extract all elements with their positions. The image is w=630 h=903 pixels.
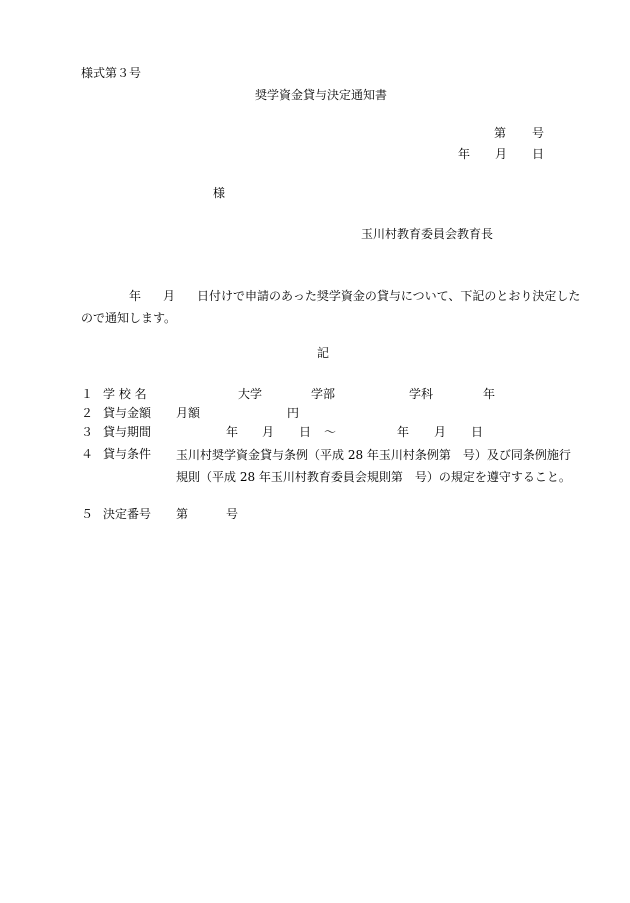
period-start-month: 月 — [262, 425, 275, 439]
body-month: 月 — [163, 289, 176, 303]
recipient-suffix: 様 — [213, 186, 226, 200]
date-year: 年 — [458, 147, 471, 161]
ki-heading: 記 — [317, 346, 330, 360]
monthly-label: 月額 — [176, 406, 201, 420]
decision-prefix: 第 — [176, 507, 189, 521]
yen-label: 円 — [287, 406, 300, 420]
doc-number-suffix: 号 — [532, 126, 545, 140]
decision-suffix: 号 — [226, 507, 239, 521]
sender-name: 玉川村教育委員会教育長 — [361, 227, 494, 241]
item-2-label: 貸与金額 — [103, 406, 152, 420]
item-4-number: ４ — [81, 447, 94, 461]
item-1-number: １ — [81, 387, 94, 401]
period-start-day: 日 — [299, 425, 312, 439]
grade-label: 年 — [483, 387, 496, 401]
item-5-number: ５ — [81, 507, 94, 521]
university-label: 大学 — [238, 387, 263, 401]
body-text: 日付けで申請のあった奨学資金の貸与について、下記のとおり決定したので通知します。 — [81, 289, 581, 325]
period-tilde: ～ — [324, 425, 337, 439]
conditions-text: 玉川村奨学資金貸与条例（平成 28 年玉川村条例第 号）及び同条例施行規則（平成 28 年玉川村教育委員会規則第 号）の規定を遵守すること。 — [176, 448, 571, 484]
faculty-label: 学部 — [311, 387, 336, 401]
body-paragraph — [81, 285, 581, 329]
item-5-label: 決定番号 — [103, 507, 152, 521]
item-3-label: 貸与期間 — [103, 425, 152, 439]
item-1-label: 学 校 名 — [103, 387, 147, 401]
date-month: 月 — [495, 147, 508, 161]
period-end-month: 月 — [434, 425, 447, 439]
department-label: 学科 — [409, 387, 434, 401]
form-number: 様式第３号 — [81, 66, 142, 80]
document-title: 奨学資金貸与決定通知書 — [255, 88, 388, 102]
item-3-number: ３ — [81, 425, 94, 439]
period-start-year: 年 — [226, 425, 239, 439]
period-end-day: 日 — [471, 425, 484, 439]
item-4-label: 貸与条件 — [103, 447, 152, 461]
body-year: 年 — [129, 289, 142, 303]
doc-number-prefix: 第 — [494, 126, 507, 140]
period-end-year: 年 — [397, 425, 410, 439]
date-day: 日 — [532, 147, 545, 161]
item-2-number: ２ — [81, 406, 94, 420]
